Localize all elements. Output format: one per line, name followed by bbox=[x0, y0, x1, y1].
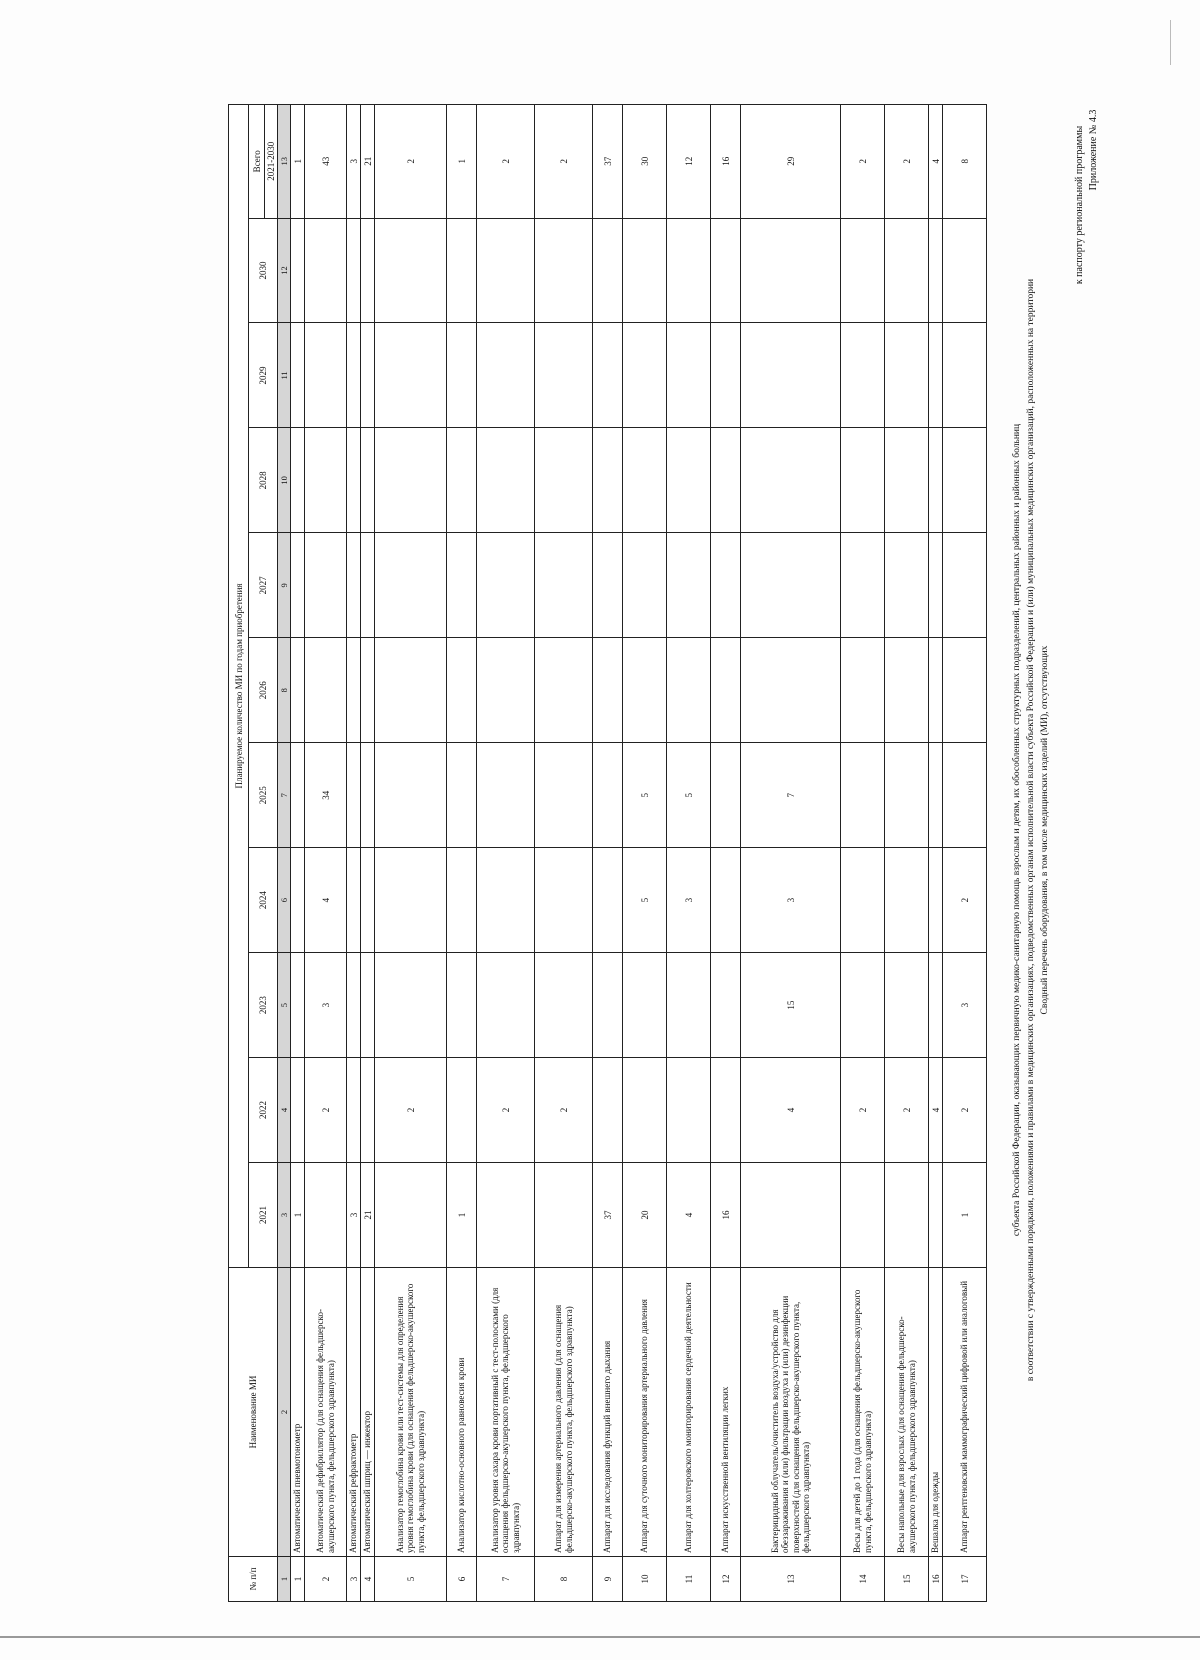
year-quantity-cell bbox=[447, 743, 477, 848]
appendix-number: Приложение № 4.3 bbox=[1088, 109, 1099, 191]
year-quantity-cell bbox=[593, 953, 623, 1058]
table-row bbox=[623, 105, 667, 1602]
year-quantity-cell bbox=[477, 953, 535, 1058]
row-number: 10 bbox=[623, 1557, 667, 1602]
year-quantity-cell: 2 bbox=[943, 1058, 987, 1163]
year-quantity-cell bbox=[741, 428, 841, 533]
row-number: 3 bbox=[347, 1557, 361, 1602]
table-row bbox=[929, 105, 943, 1602]
year-quantity-cell bbox=[623, 218, 667, 323]
year-quantity-cell bbox=[667, 1058, 711, 1163]
header-year: 2023 bbox=[249, 953, 278, 1058]
year-quantity-cell: 20 bbox=[623, 1162, 667, 1267]
header-year: 2030 bbox=[249, 218, 278, 323]
year-quantity-cell: 1 bbox=[943, 1162, 987, 1267]
year-quantity-cell bbox=[667, 323, 711, 428]
year-quantity-cell bbox=[375, 323, 447, 428]
table-row bbox=[291, 105, 305, 1602]
table-row bbox=[711, 105, 741, 1602]
year-quantity-cell bbox=[841, 953, 885, 1058]
year-quantity-cell: 37 bbox=[593, 1162, 623, 1267]
total-quantity-cell: 8 bbox=[943, 105, 987, 219]
year-quantity-cell bbox=[535, 743, 593, 848]
year-quantity-cell bbox=[477, 638, 535, 743]
year-quantity-cell bbox=[741, 323, 841, 428]
year-quantity-cell bbox=[929, 533, 943, 638]
table-row bbox=[305, 105, 347, 1602]
year-quantity-cell bbox=[667, 533, 711, 638]
column-index-cell: 4 bbox=[278, 1058, 291, 1163]
year-quantity-cell bbox=[535, 218, 593, 323]
row-number: 4 bbox=[361, 1557, 375, 1602]
device-name: Автоматический шприц — инжектор bbox=[361, 1267, 375, 1556]
year-quantity-cell bbox=[347, 743, 361, 848]
column-index-cell: 7 bbox=[278, 743, 291, 848]
device-name: Аппарат для измерения артериального давления (для оснащения фельдшерско-акушерского пункта, фельдшерского здравпункта) bbox=[535, 1267, 593, 1556]
year-quantity-cell bbox=[375, 638, 447, 743]
year-quantity-cell bbox=[361, 1058, 375, 1163]
year-quantity-cell bbox=[667, 428, 711, 533]
table-row bbox=[667, 105, 711, 1602]
year-quantity-cell bbox=[447, 848, 477, 953]
year-quantity-cell bbox=[361, 533, 375, 638]
header-total-period: 2021-2030 bbox=[265, 105, 278, 219]
year-quantity-cell bbox=[361, 638, 375, 743]
year-quantity-cell bbox=[943, 743, 987, 848]
year-quantity-cell bbox=[943, 533, 987, 638]
table-row bbox=[741, 105, 841, 1602]
year-quantity-cell bbox=[711, 638, 741, 743]
row-number: 8 bbox=[535, 1557, 593, 1602]
year-quantity-cell bbox=[477, 1162, 535, 1267]
device-name: Автоматический дефибриллятор (для оснащения фельдшерско-акушерского пункта, фельдшерского здравпункта) bbox=[305, 1267, 347, 1556]
year-quantity-cell: 2 bbox=[477, 1058, 535, 1163]
year-quantity-cell bbox=[347, 1058, 361, 1163]
table-row bbox=[885, 105, 929, 1602]
column-index-cell: 5 bbox=[278, 953, 291, 1058]
total-quantity-cell: 2 bbox=[885, 105, 929, 219]
document-title-line-3: субъекта Российской Федерации, оказывающих первичную медико-санитарную помощь взрослым и детям, их обособленных структурных подразделений, центральных районных и районных больниц bbox=[1012, 423, 1022, 1237]
year-quantity-cell bbox=[711, 848, 741, 953]
year-quantity-cell bbox=[929, 323, 943, 428]
year-quantity-cell bbox=[711, 218, 741, 323]
year-quantity-cell bbox=[885, 953, 929, 1058]
column-index-cell: 1 bbox=[278, 1557, 291, 1602]
year-quantity-cell bbox=[593, 848, 623, 953]
year-quantity-cell bbox=[929, 743, 943, 848]
year-quantity-cell bbox=[929, 428, 943, 533]
year-quantity-cell bbox=[375, 1162, 447, 1267]
year-quantity-cell bbox=[447, 323, 477, 428]
total-quantity-cell: 2 bbox=[841, 105, 885, 219]
year-quantity-cell bbox=[885, 428, 929, 533]
header-group: Планируемое количество МИ по годам приобретения bbox=[229, 105, 249, 1268]
year-quantity-cell: 2 bbox=[841, 1058, 885, 1163]
year-quantity-cell bbox=[361, 848, 375, 953]
table-row bbox=[841, 105, 885, 1602]
year-quantity-cell bbox=[291, 743, 305, 848]
device-name: Анализатор гемоглобина крови или тест-системы для определения уровня гемоглобина крови (для оснащения фельдшерско-акушерского пункта, фельдшерского здравпункта) bbox=[375, 1267, 447, 1556]
year-quantity-cell bbox=[885, 743, 929, 848]
total-quantity-cell: 12 bbox=[667, 105, 711, 219]
year-quantity-cell bbox=[929, 848, 943, 953]
row-number: 2 bbox=[305, 1557, 347, 1602]
year-quantity-cell: 34 bbox=[305, 743, 347, 848]
header-year: 2029 bbox=[249, 323, 278, 428]
column-index-cell: 2 bbox=[278, 1267, 291, 1556]
year-quantity-cell bbox=[361, 743, 375, 848]
table-body bbox=[291, 105, 987, 1602]
header-year: 2021 bbox=[249, 1162, 278, 1267]
device-name: Бактерицидный облучатель/очиститель воздуха/устройство для обеззараживания и (или) фильтрации воздуха и (или) дезинфекции поверхностей (для оснащения фельдшерско-акушерского пункта, фельдшерского здравпункта) bbox=[741, 1267, 841, 1556]
year-quantity-cell bbox=[943, 638, 987, 743]
total-quantity-cell: 37 bbox=[593, 105, 623, 219]
year-quantity-cell bbox=[711, 533, 741, 638]
year-quantity-cell bbox=[305, 533, 347, 638]
year-quantity-cell bbox=[929, 218, 943, 323]
total-quantity-cell: 16 bbox=[711, 105, 741, 219]
year-quantity-cell: 3 bbox=[741, 848, 841, 953]
year-quantity-cell bbox=[375, 953, 447, 1058]
year-quantity-cell bbox=[929, 1162, 943, 1267]
year-quantity-cell bbox=[347, 323, 361, 428]
year-quantity-cell bbox=[447, 638, 477, 743]
device-name: Весы напольные для взрослых (для оснащения фельдшерско-акушерского пункта, фельдшерского здравпункта) bbox=[885, 1267, 929, 1556]
year-quantity-cell bbox=[477, 533, 535, 638]
total-quantity-cell: 21 bbox=[361, 105, 375, 219]
row-number: 12 bbox=[711, 1557, 741, 1602]
year-quantity-cell bbox=[477, 743, 535, 848]
row-number: 13 bbox=[741, 1557, 841, 1602]
year-quantity-cell bbox=[291, 428, 305, 533]
year-quantity-cell bbox=[929, 638, 943, 743]
device-name: Весы для детей до 1 года (для оснащения фельдшерско-акушерского пункта, фельдшерского здравпункта) bbox=[841, 1267, 885, 1556]
year-quantity-cell bbox=[291, 533, 305, 638]
year-quantity-cell bbox=[593, 323, 623, 428]
row-number: 1 bbox=[291, 1557, 305, 1602]
year-quantity-cell bbox=[885, 533, 929, 638]
year-quantity-cell bbox=[885, 848, 929, 953]
year-quantity-cell bbox=[477, 218, 535, 323]
column-index-cell: 11 bbox=[278, 323, 291, 428]
total-quantity-cell: 1 bbox=[291, 105, 305, 219]
table-row bbox=[477, 105, 535, 1602]
year-quantity-cell bbox=[535, 323, 593, 428]
header-name: Наименование МИ bbox=[229, 1267, 278, 1556]
year-quantity-cell bbox=[305, 638, 347, 743]
row-number: 6 bbox=[447, 1557, 477, 1602]
year-quantity-cell bbox=[929, 953, 943, 1058]
row-number: 17 bbox=[943, 1557, 987, 1602]
year-quantity-cell: 4 bbox=[741, 1058, 841, 1163]
year-quantity-cell bbox=[305, 428, 347, 533]
device-name: Аппарат для холтеровского мониторирования сердечной деятельности bbox=[667, 1267, 711, 1556]
year-quantity-cell bbox=[375, 848, 447, 953]
total-quantity-cell: 2 bbox=[477, 105, 535, 219]
device-name: Анализатор кислотно-основного равновесия крови bbox=[447, 1267, 477, 1556]
year-quantity-cell bbox=[593, 638, 623, 743]
year-quantity-cell bbox=[361, 218, 375, 323]
year-quantity-cell bbox=[593, 743, 623, 848]
year-quantity-cell bbox=[593, 533, 623, 638]
year-quantity-cell: 2 bbox=[375, 1058, 447, 1163]
device-name: Аппарат для суточного мониторирования артериального давления bbox=[623, 1267, 667, 1556]
table-row bbox=[347, 105, 361, 1602]
year-quantity-cell bbox=[943, 323, 987, 428]
year-quantity-cell bbox=[885, 1162, 929, 1267]
year-quantity-cell bbox=[347, 428, 361, 533]
header-total: Всего bbox=[249, 105, 265, 219]
year-quantity-cell bbox=[623, 638, 667, 743]
year-quantity-cell bbox=[667, 953, 711, 1058]
total-quantity-cell: 30 bbox=[623, 105, 667, 219]
year-quantity-cell bbox=[447, 1058, 477, 1163]
document-title-line-1: Сводный перечень оборудования, в том числе медицинских изделий (МИ), отсутствующих bbox=[1040, 645, 1050, 1015]
header-year: 2028 bbox=[249, 428, 278, 533]
year-quantity-cell: 2 bbox=[943, 848, 987, 953]
year-quantity-cell bbox=[711, 1058, 741, 1163]
equipment-table bbox=[228, 104, 987, 1602]
year-quantity-cell bbox=[347, 218, 361, 323]
year-quantity-cell bbox=[347, 638, 361, 743]
total-quantity-cell: 2 bbox=[375, 105, 447, 219]
year-quantity-cell bbox=[477, 428, 535, 533]
year-quantity-cell bbox=[885, 638, 929, 743]
year-quantity-cell bbox=[841, 323, 885, 428]
year-quantity-cell bbox=[305, 323, 347, 428]
year-quantity-cell bbox=[375, 218, 447, 323]
year-quantity-cell bbox=[361, 323, 375, 428]
device-name: Автоматический рефрактометр bbox=[347, 1267, 361, 1556]
total-quantity-cell: 43 bbox=[305, 105, 347, 219]
year-quantity-cell bbox=[477, 848, 535, 953]
year-quantity-cell: 4 bbox=[305, 848, 347, 953]
year-quantity-cell bbox=[291, 638, 305, 743]
year-quantity-cell bbox=[711, 428, 741, 533]
year-quantity-cell: 1 bbox=[447, 1162, 477, 1267]
year-quantity-cell bbox=[535, 1162, 593, 1267]
year-quantity-cell bbox=[885, 218, 929, 323]
header-num: № п/п bbox=[229, 1557, 278, 1602]
device-name: Автоматический пневмотонометр bbox=[291, 1267, 305, 1556]
year-quantity-cell bbox=[841, 533, 885, 638]
column-index-cell: 8 bbox=[278, 638, 291, 743]
device-name: Вешалка для одежды bbox=[929, 1267, 943, 1556]
year-quantity-cell bbox=[841, 218, 885, 323]
column-index-cell: 12 bbox=[278, 218, 291, 323]
year-quantity-cell bbox=[291, 323, 305, 428]
year-quantity-cell: 5 bbox=[623, 743, 667, 848]
row-number: 11 bbox=[667, 1557, 711, 1602]
table-row bbox=[535, 105, 593, 1602]
total-quantity-cell: 4 bbox=[929, 105, 943, 219]
year-quantity-cell bbox=[841, 638, 885, 743]
year-quantity-cell bbox=[711, 323, 741, 428]
year-quantity-cell: 7 bbox=[741, 743, 841, 848]
year-quantity-cell: 2 bbox=[535, 1058, 593, 1163]
total-quantity-cell: 3 bbox=[347, 105, 361, 219]
year-quantity-cell bbox=[375, 533, 447, 638]
year-quantity-cell bbox=[447, 218, 477, 323]
device-name: Анализатор уровня сахара крови портативный с тест-полосками (для оснащения фельдшерско-акушерского пункта, фельдшерского здравпункта) bbox=[477, 1267, 535, 1556]
year-quantity-cell: 3 bbox=[667, 848, 711, 953]
year-quantity-cell: 2 bbox=[305, 1058, 347, 1163]
column-index-cell: 6 bbox=[278, 848, 291, 953]
column-index-cell: 10 bbox=[278, 428, 291, 533]
year-quantity-cell bbox=[361, 428, 375, 533]
year-quantity-cell bbox=[477, 323, 535, 428]
table-row bbox=[943, 105, 987, 1602]
year-quantity-cell bbox=[593, 1058, 623, 1163]
header-year: 2022 bbox=[249, 1058, 278, 1163]
year-quantity-cell bbox=[741, 1162, 841, 1267]
year-quantity-cell: 4 bbox=[667, 1162, 711, 1267]
year-quantity-cell bbox=[535, 848, 593, 953]
total-quantity-cell: 29 bbox=[741, 105, 841, 219]
header-year: 2025 bbox=[249, 743, 278, 848]
table-row bbox=[593, 105, 623, 1602]
year-quantity-cell bbox=[623, 323, 667, 428]
year-quantity-cell bbox=[291, 848, 305, 953]
year-quantity-cell bbox=[943, 218, 987, 323]
year-quantity-cell bbox=[667, 218, 711, 323]
table-row bbox=[361, 105, 375, 1602]
year-quantity-cell bbox=[305, 218, 347, 323]
year-quantity-cell: 4 bbox=[929, 1058, 943, 1163]
year-quantity-cell bbox=[667, 638, 711, 743]
year-quantity-cell bbox=[623, 428, 667, 533]
year-quantity-cell bbox=[741, 533, 841, 638]
year-quantity-cell bbox=[535, 638, 593, 743]
year-quantity-cell bbox=[535, 953, 593, 1058]
year-quantity-cell bbox=[943, 428, 987, 533]
year-quantity-cell bbox=[347, 953, 361, 1058]
year-quantity-cell bbox=[305, 1162, 347, 1267]
document-title-line-2: в соответствии с утвержденными порядками, положениями и правилами в медицинских организациях, подведомственных органам исполнительной власти субъекта Российской Федерации и (или) муниципальных медицинских организаций, расположенных на территории bbox=[1026, 278, 1036, 1382]
row-number: 5 bbox=[375, 1557, 447, 1602]
year-quantity-cell bbox=[291, 1058, 305, 1163]
year-quantity-cell bbox=[841, 1162, 885, 1267]
year-quantity-cell bbox=[375, 743, 447, 848]
year-quantity-cell bbox=[711, 953, 741, 1058]
appendix-subtitle: к паспорту региональной программы bbox=[1074, 125, 1085, 285]
row-number: 7 bbox=[477, 1557, 535, 1602]
table-row bbox=[447, 105, 477, 1602]
year-quantity-cell: 16 bbox=[711, 1162, 741, 1267]
year-quantity-cell bbox=[711, 743, 741, 848]
row-number: 14 bbox=[841, 1557, 885, 1602]
column-index-cell: 13 bbox=[278, 105, 291, 219]
year-quantity-cell: 5 bbox=[667, 743, 711, 848]
header-year: 2026 bbox=[249, 638, 278, 743]
year-quantity-cell bbox=[347, 848, 361, 953]
year-quantity-cell bbox=[623, 533, 667, 638]
year-quantity-cell bbox=[447, 428, 477, 533]
device-name: Аппарат для исследования функций внешнего дыхания bbox=[593, 1267, 623, 1556]
total-quantity-cell: 1 bbox=[447, 105, 477, 219]
year-quantity-cell bbox=[291, 953, 305, 1058]
year-quantity-cell bbox=[447, 953, 477, 1058]
year-quantity-cell: 15 bbox=[741, 953, 841, 1058]
year-quantity-cell bbox=[623, 953, 667, 1058]
year-quantity-cell: 2 bbox=[885, 1058, 929, 1163]
header-year: 2024 bbox=[249, 848, 278, 953]
year-quantity-cell: 3 bbox=[347, 1162, 361, 1267]
year-quantity-cell: 3 bbox=[305, 953, 347, 1058]
year-quantity-cell bbox=[841, 743, 885, 848]
year-quantity-cell bbox=[841, 848, 885, 953]
row-number: 9 bbox=[593, 1557, 623, 1602]
year-quantity-cell bbox=[741, 638, 841, 743]
column-index-row bbox=[278, 105, 291, 1602]
year-quantity-cell: 1 bbox=[291, 1162, 305, 1267]
year-quantity-cell bbox=[623, 1058, 667, 1163]
device-name: Аппарат искусственной вентиляции легких bbox=[711, 1267, 741, 1556]
column-index-cell: 9 bbox=[278, 533, 291, 638]
year-quantity-cell bbox=[447, 533, 477, 638]
row-number: 15 bbox=[885, 1557, 929, 1602]
year-quantity-cell: 3 bbox=[943, 953, 987, 1058]
header-year: 2027 bbox=[249, 533, 278, 638]
year-quantity-cell: 21 bbox=[361, 1162, 375, 1267]
year-quantity-cell bbox=[593, 428, 623, 533]
year-quantity-cell bbox=[593, 218, 623, 323]
year-quantity-cell bbox=[535, 428, 593, 533]
total-quantity-cell: 2 bbox=[535, 105, 593, 219]
year-quantity-cell bbox=[535, 533, 593, 638]
year-quantity-cell bbox=[347, 533, 361, 638]
year-quantity-cell bbox=[375, 428, 447, 533]
column-index-cell: 3 bbox=[278, 1162, 291, 1267]
device-name: Аппарат рентгеновский маммографический цифровой или аналоговый bbox=[943, 1267, 987, 1556]
year-quantity-cell: 5 bbox=[623, 848, 667, 953]
table-row bbox=[375, 105, 447, 1602]
row-number: 16 bbox=[929, 1557, 943, 1602]
year-quantity-cell bbox=[841, 428, 885, 533]
year-quantity-cell bbox=[741, 218, 841, 323]
year-quantity-cell bbox=[885, 323, 929, 428]
year-quantity-cell bbox=[361, 953, 375, 1058]
year-quantity-cell bbox=[291, 218, 305, 323]
